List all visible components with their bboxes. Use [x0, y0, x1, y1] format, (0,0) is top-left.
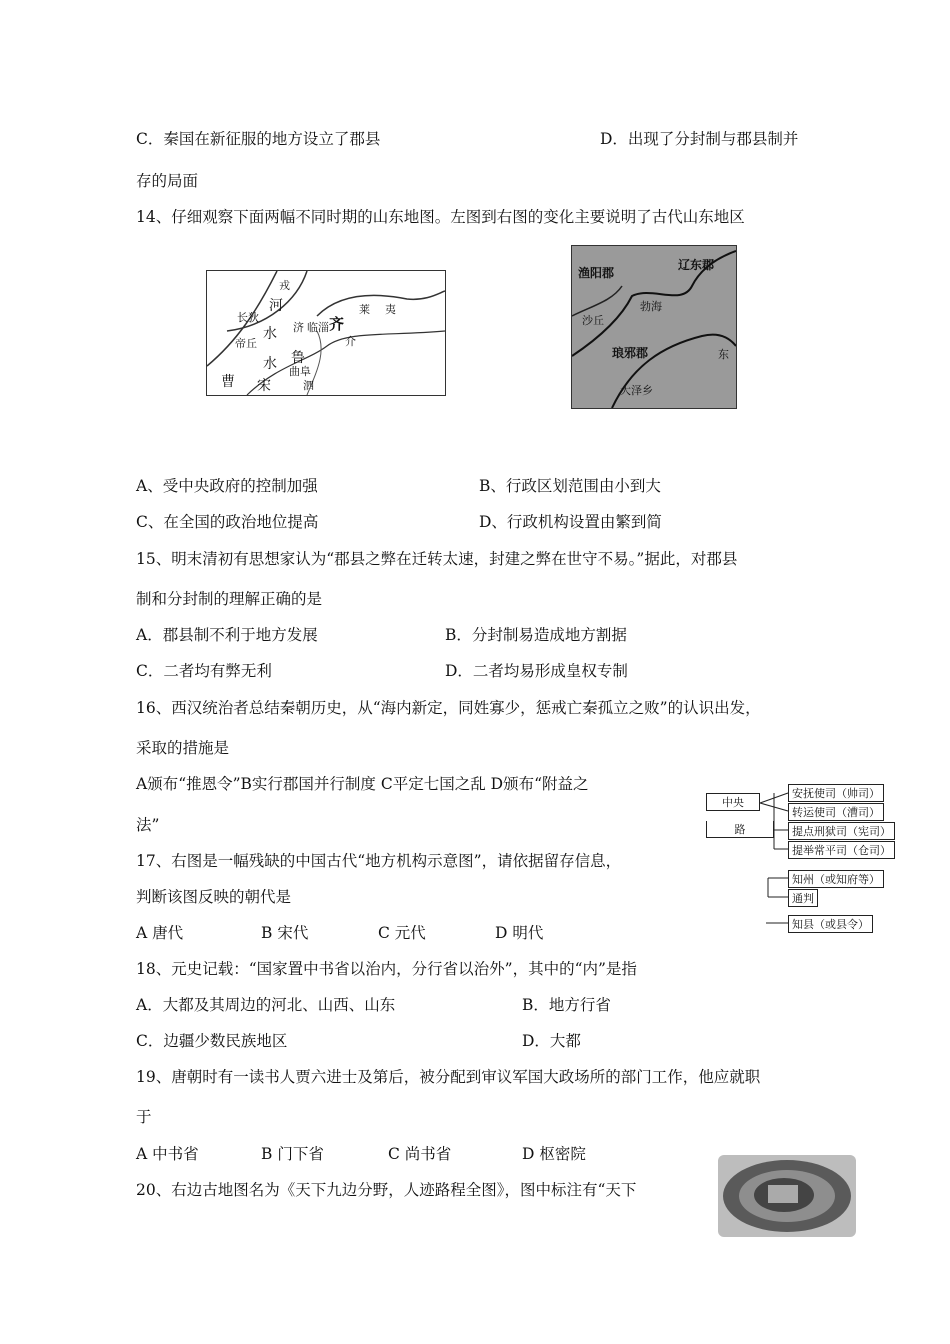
zhou-box: 知州（或知府等）	[788, 870, 884, 888]
local-administration-diagram	[706, 781, 906, 936]
q15-stem: 15、明末清初有思想家认为“郡县之弊在迁转太速，封建之弊在世守不易。”据此，对郡县	[136, 550, 738, 568]
map-left-label: 临淄	[307, 321, 329, 334]
q19-option-c: C 尚书省	[388, 1145, 452, 1163]
q17-option-d: D 明代	[495, 924, 544, 942]
office-box: 提举常平司（仓司）	[788, 841, 895, 859]
office-box: 提点刑狱司（宪司）	[788, 822, 895, 840]
q18-option-d: D．大都	[522, 1032, 581, 1050]
map-left-label: 泗	[303, 379, 314, 392]
q14-option-a: A、受中央政府的控制加强	[136, 477, 318, 495]
map-left-label: 鲁	[291, 350, 305, 366]
q19-stem: 19、唐朝时有一读书人贾六进士及第后，被分配到审议军国大政场所的部门工作，他应就职	[136, 1068, 761, 1086]
map-left-label: 莱	[359, 303, 370, 316]
office-box: 安抚使司（帅司）	[788, 784, 884, 802]
q19-option-b: B 门下省	[261, 1145, 324, 1163]
q18-option-a: A．大都及其周边的河北、山西、山东	[136, 996, 396, 1014]
q14-option-d: D、行政机构设置由繁到简	[479, 513, 662, 531]
map-left-label: 宋	[257, 378, 271, 394]
map-right-label: 勃海	[640, 300, 662, 313]
q14-stem: 14、仔细观察下面两幅不同时期的山东地图。左图到右图的变化主要说明了古代山东地区	[136, 208, 745, 226]
map-left-label: 齐	[329, 315, 345, 333]
q17-stem: 17、右图是一幅残缺的中国古代“地方机构示意图”，请依据留存信息，	[136, 852, 622, 870]
shandong-map-left	[206, 270, 446, 396]
q16-stem: 16、西汉统治者总结秦朝历史，从“海内新定，同姓寡少，惩戒亡秦孤立之败”的认识出发，	[136, 699, 761, 717]
q16-options-cont: 法”	[136, 816, 160, 834]
q15-stem-cont: 制和分封制的理解正确的是	[136, 590, 323, 608]
q14-option-c: C、在全国的政治地位提高	[136, 513, 319, 531]
map-left-label: 帝丘	[235, 337, 257, 350]
map-left-label: 曹	[221, 374, 235, 390]
q13-option-c: C．秦国在新征服的地方设立了郡县	[136, 130, 381, 148]
central-box: 中央	[706, 793, 760, 811]
map-right-label: 东	[718, 348, 729, 361]
q17-stem-cont: 判断该图反映的朝代是	[136, 888, 292, 906]
map-right-label: 沙丘	[582, 314, 604, 327]
q18-option-b: B．地方行省	[522, 996, 611, 1014]
q15-option-b: B．分封制易造成地方割据	[445, 626, 627, 644]
q19-stem-cont: 于	[136, 1108, 152, 1126]
q20-stem: 20、右边古地图名为《天下九边分野，人迹路程全图》，图中标注有“天下	[136, 1181, 637, 1199]
q17-option-b: B 宋代	[261, 924, 309, 942]
map-right-label: 大泽乡	[620, 384, 653, 397]
lu-box: 路	[706, 821, 774, 838]
q17-option-c: C 元代	[378, 924, 426, 942]
q15-option-c: C．二者均有弊无利	[136, 662, 272, 680]
q18-option-c: C．边疆少数民族地区	[136, 1032, 288, 1050]
q19-option-a: A 中书省	[136, 1145, 199, 1163]
map-left-label: 戎	[279, 279, 290, 292]
q18-stem: 18、元史记载：“国家置中书省以治内，分行省以治外”，其中的“内”是指	[136, 960, 637, 978]
map-right-label: 辽东郡	[678, 258, 715, 272]
county-box: 知县（或县令）	[788, 915, 873, 933]
q16-stem-cont: 采取的措施是	[136, 739, 230, 757]
zhou-box: 通判	[788, 889, 818, 907]
q19-option-d: D 枢密院	[522, 1145, 586, 1163]
q13-option-d: D．出现了分封制与郡县制并	[600, 130, 799, 148]
map-right-label: 琅邪郡	[612, 346, 649, 360]
q13-option-d-cont: 存的局面	[136, 172, 199, 190]
q17-option-a: A 唐代	[136, 924, 184, 942]
map-left-label: 水	[263, 356, 277, 372]
map-left-label: 曲阜	[289, 365, 311, 378]
map-right-label: 渔阳郡	[578, 266, 615, 280]
q15-option-a: A．郡县制不利于地方发展	[136, 626, 318, 644]
ancient-map-drawing	[718, 1155, 856, 1237]
map-left-label: 水	[263, 326, 277, 342]
map-left-label: 夷	[385, 303, 396, 316]
map-left-label: 河	[269, 298, 283, 314]
q16-options: A颁布“推恩令”B实行郡国并行制度 C平定七国之乱 D颁布“附益之	[136, 775, 589, 793]
office-box: 转运使司（漕司）	[788, 803, 884, 821]
q15-option-d: D．二者均易形成皇权专制	[445, 662, 628, 680]
map-left-label: 介	[345, 335, 356, 348]
map-left-label: 济	[293, 321, 304, 334]
shandong-map-right	[571, 245, 737, 409]
ancient-world-map-image	[718, 1155, 856, 1237]
q14-option-b: B、行政区划范围由小到大	[479, 477, 661, 495]
map-left-label: 长狄	[237, 311, 259, 324]
